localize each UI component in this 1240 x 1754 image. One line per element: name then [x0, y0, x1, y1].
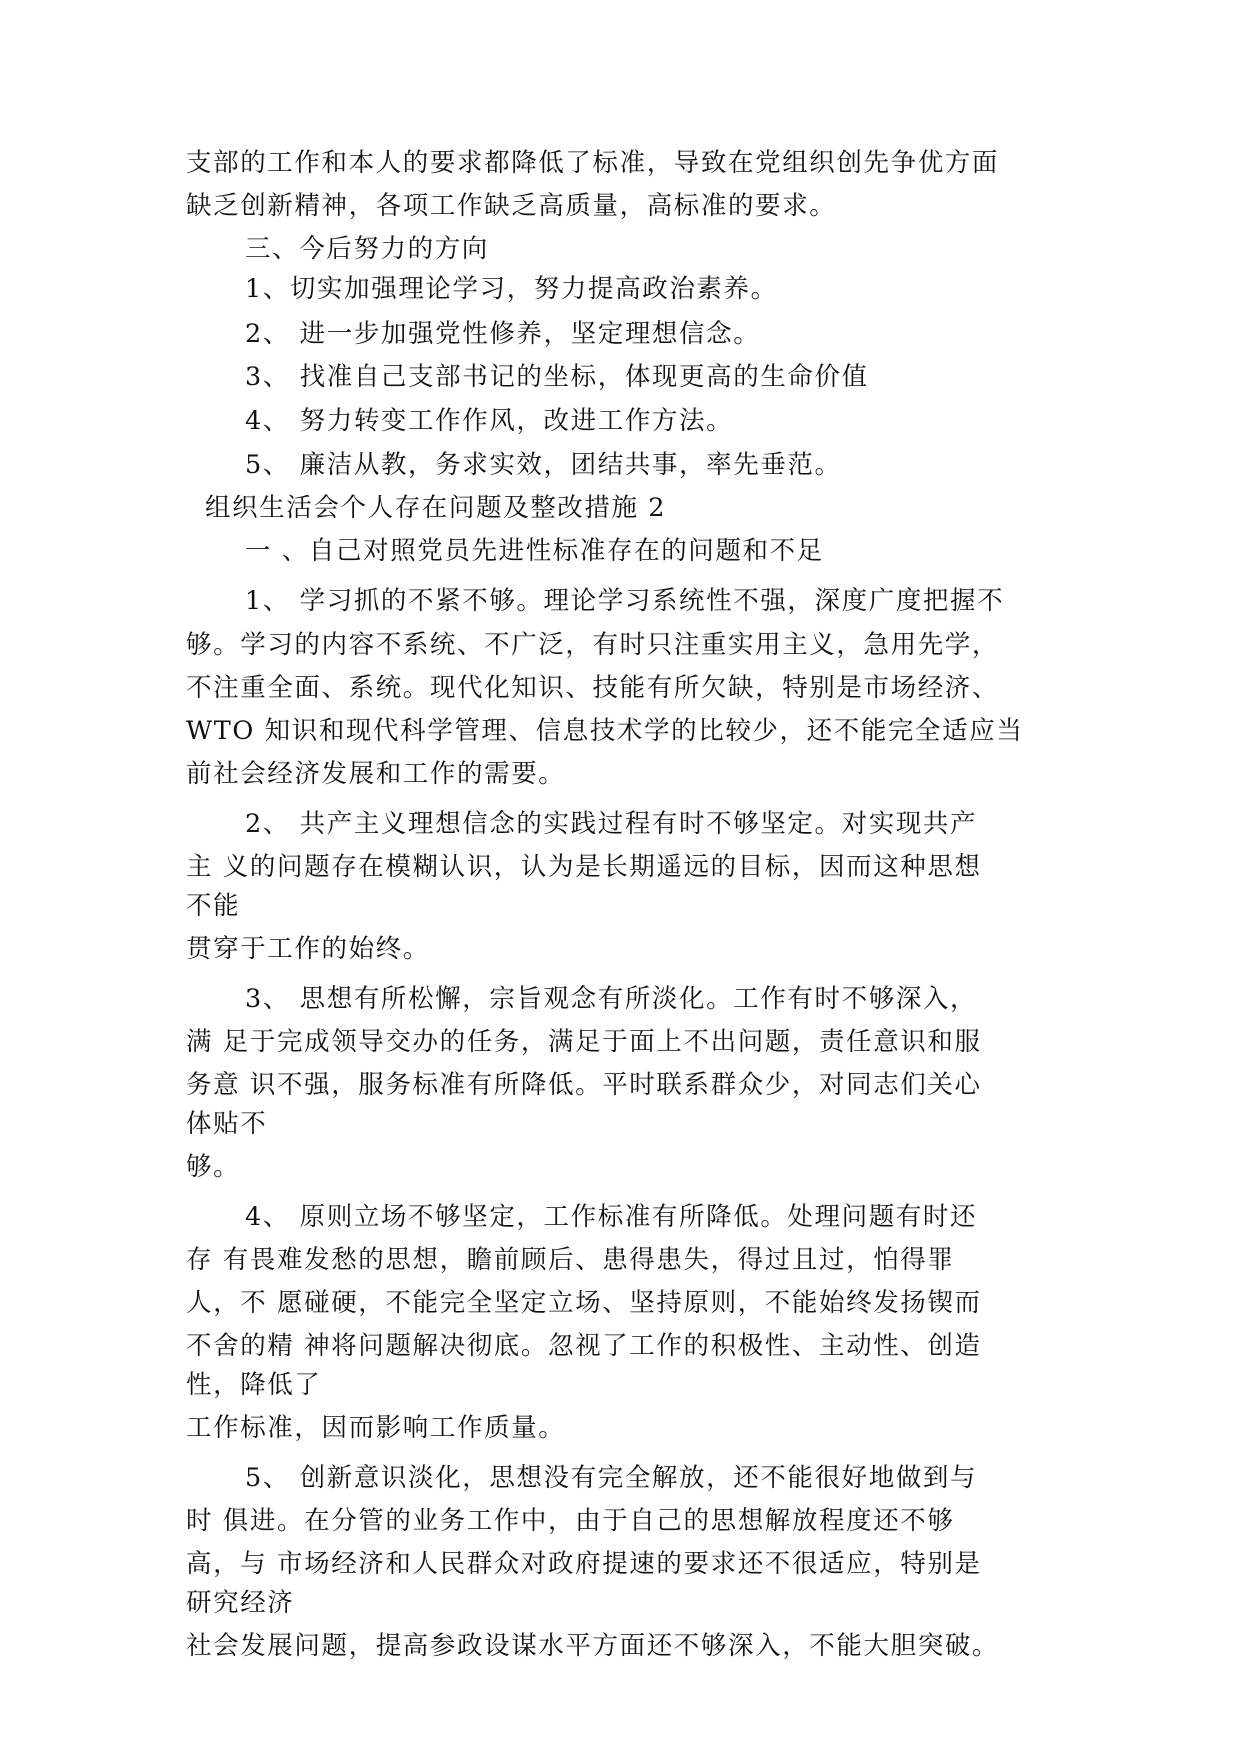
paragraph-line: 不注重全面、系统。现代化知识、技能有所欠缺，特别是市场经济、: [186, 673, 1000, 703]
paragraph-line: 人，不 愿碰硬，不能完全坚定立场、坚持原则，不能始终发扬锲而: [186, 1288, 982, 1318]
paragraph-line: 支部的工作和本人的要求都降低了标准，导致在党组织创先争优方面: [186, 148, 1000, 178]
paragraph-line: 时 俱进。在分管的业务工作中，由于自己的思想解放程度还不够: [186, 1506, 955, 1536]
paragraph-line: 工作标准，因而影响工作质量。: [186, 1413, 566, 1443]
paragraph-line: 满 足于完成领导交办的任务，满足于面上不出问题，责任意识和服: [186, 1027, 982, 1057]
paragraph-line: 3、 思想有所松懈，宗旨观念有所淡化。工作有时不够深入，: [245, 984, 978, 1014]
paragraph-line: 性，降低了: [186, 1370, 322, 1400]
list-item: 4、 努力转变工作作风，改进工作方法。: [245, 406, 734, 436]
paragraph-line: 1、 学习抓的不紧不够。理论学习系统性不强，深度广度把握不: [245, 586, 1005, 616]
paragraph-line: 2、 共产主义理想信念的实践过程有时不够坚定。对实现共产: [245, 809, 978, 839]
paragraph-line: 不能: [186, 891, 241, 921]
paragraph-line: 够。学习的内容不系统、不广泛，有时只注重实用主义，急用先学，: [186, 630, 1000, 660]
paragraph-line: WTO 知识和现代科学管理、信息技术学的比较少，还不能完全适应当: [186, 716, 1024, 746]
paragraph-line: 贯穿于工作的始终。: [186, 934, 430, 964]
paragraph-line: 社会发展问题，提高参政设谋水平方面还不够深入，不能大胆突破。: [186, 1631, 1000, 1661]
document-subtitle: 组织生活会个人存在问题及整改措施 2: [205, 493, 667, 523]
section-heading: 一 、自己对照党员先进性标准存在的问题和不足: [245, 536, 824, 566]
paragraph-line: 研究经济: [186, 1588, 295, 1618]
paragraph-line: 4、 原则立场不够坚定，工作标准有所降低。处理问题有时还: [245, 1202, 978, 1232]
list-item: 2、 进一步加强党性修养，坚定理想信念。: [245, 319, 761, 349]
paragraph-line: 存 有畏难发愁的思想，瞻前顾后、患得患失，得过且过，怕得罪: [186, 1245, 955, 1275]
paragraph-line: 务意 识不强，服务标准有所降低。平时联系群众少，对同志们关心: [186, 1070, 982, 1100]
paragraph-line: 体贴不: [186, 1109, 268, 1139]
paragraph-line: 主 义的问题存在模糊认识，认为是长期遥远的目标，因而这种思想: [186, 852, 982, 882]
list-item: 5、 廉洁从教，务求实效，团结共事，率先垂范。: [245, 450, 842, 480]
paragraph-line: 5、 创新意识淡化，思想没有完全解放，还不能很好地做到与: [245, 1463, 978, 1493]
list-item: 1、切实加强理论学习，努力提高政治素养。: [245, 274, 778, 304]
paragraph-line: 不舍的精 神将问题解决彻底。忽视了工作的积极性、主动性、创造: [186, 1331, 982, 1361]
paragraph-line: 高，与 市场经济和人民群众对政府提速的要求还不很适应，特别是: [186, 1549, 982, 1579]
paragraph-line: 缺乏创新精神，各项工作缺乏高质量，高标准的要求。: [186, 191, 837, 221]
list-item: 3、 找准自己支部书记的坐标，体现更高的生命价值: [245, 362, 869, 392]
section-heading: 三、今后努力的方向: [245, 234, 489, 264]
paragraph-line: 前社会经济发展和工作的需要。: [186, 759, 566, 789]
paragraph-line: 够。: [186, 1152, 241, 1182]
